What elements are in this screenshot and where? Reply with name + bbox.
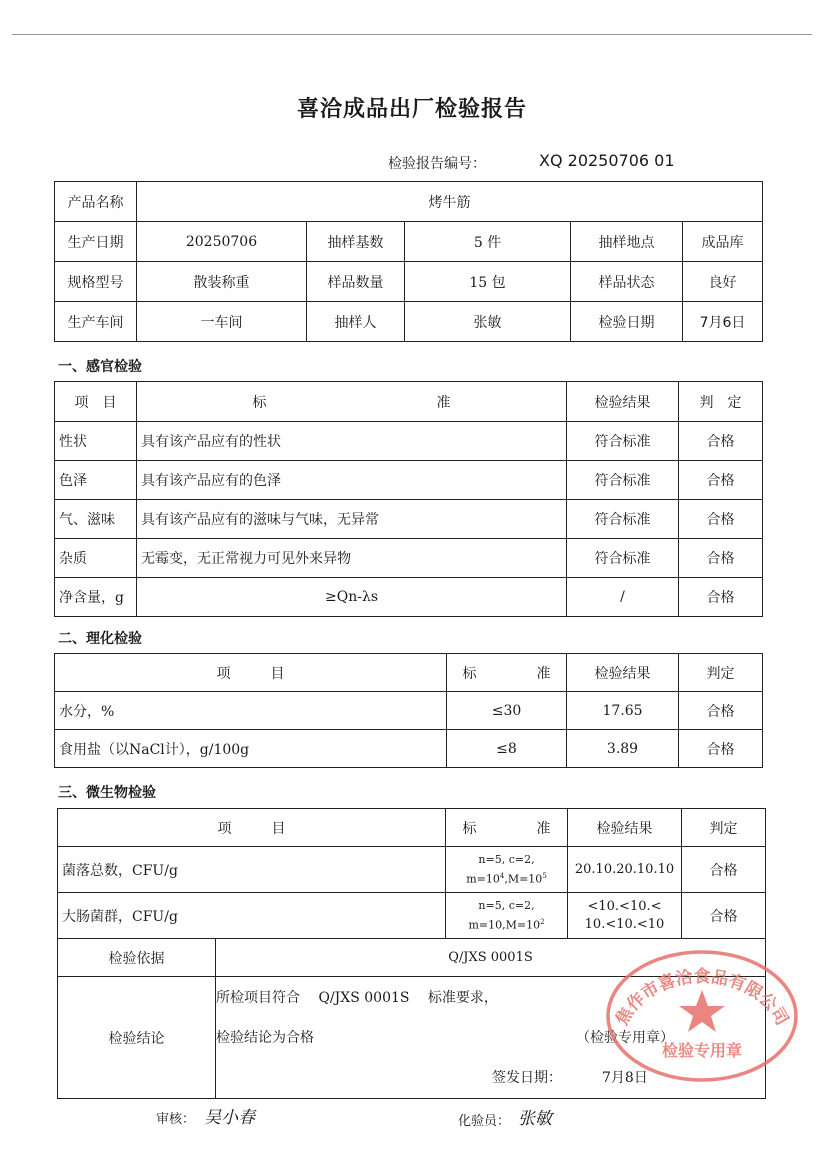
inspect-date-label: 检验日期: [571, 302, 683, 342]
sample-state-label: 样品状态: [571, 262, 683, 302]
judge-cell: 合格: [679, 422, 763, 461]
item-cell: 杂质: [55, 539, 137, 578]
table-row: [55, 692, 763, 730]
result-cell: /: [567, 578, 679, 617]
sample-qty: 15 包: [405, 262, 571, 302]
judge-cell: 合格: [679, 461, 763, 500]
report-number-value: XQ 20250706 01: [539, 151, 675, 170]
physchem-table: [54, 653, 763, 768]
sample-site: 成品库: [683, 222, 763, 262]
item-cell: 食用盐（以NaCl计），g/100g: [55, 730, 447, 768]
table-row: [58, 893, 766, 939]
standard-line-2: $m=10,M=10^2$: [468, 918, 545, 932]
table-row: [55, 539, 763, 578]
table-row: [58, 847, 766, 893]
table-row: [55, 461, 763, 500]
prod-date: 20250706: [137, 222, 307, 262]
basis-label: 检验依据: [58, 939, 216, 977]
spec-label: 规格型号: [55, 262, 137, 302]
result-cell: 3.89: [567, 730, 679, 768]
seal-note: （检验专用章）: [576, 1030, 674, 1046]
sample-qty-label: 样品数量: [307, 262, 405, 302]
standard-line-1: n=5, c=2,: [478, 853, 535, 867]
standard-cell: ≤30: [447, 692, 567, 730]
workshop: 一车间: [137, 302, 307, 342]
table-row: [55, 730, 763, 768]
result-cell: 符合标准: [567, 539, 679, 578]
sampler-label: 抽样人: [307, 302, 405, 342]
spec: 散装称重: [137, 262, 307, 302]
judge-cell: 合格: [682, 847, 766, 893]
standard-cell: 无霉变，无正常视力可见外来异物: [137, 539, 567, 578]
product-name: 烤牛筋: [137, 182, 763, 222]
table-row: [55, 422, 763, 461]
judge-cell: 合格: [679, 539, 763, 578]
micro-heading: 三、微生物检验: [58, 785, 156, 801]
standard-cell: ≤8: [447, 730, 567, 768]
workshop-label: 生产车间: [55, 302, 137, 342]
item-cell: 水分，%: [55, 692, 447, 730]
result-cell: <10.<10.< 10.<10.<10: [568, 893, 682, 939]
standard-cell: 具有该产品应有的性状: [137, 422, 567, 461]
product-name-label: 产品名称: [55, 182, 137, 222]
item-cell: 性状: [55, 422, 137, 461]
standard-line-1: n=5, c=2,: [478, 899, 535, 913]
issue-date: 7月8日: [602, 1070, 648, 1086]
sampler: 张敏: [405, 302, 571, 342]
col-standard-header: 标 准: [137, 382, 567, 422]
col-item-header: 项 目: [55, 654, 447, 692]
conclusion-line-1: 所检项目符合 Q/JXS 0001S 标准要求，: [216, 990, 498, 1006]
col-standard-header: 标 准: [446, 809, 568, 847]
issue-date-label: 签发日期：: [492, 1070, 562, 1086]
standard-cell: [446, 893, 568, 939]
col-item-header: 项 目: [58, 809, 446, 847]
table-row: [55, 500, 763, 539]
judge-cell: 合格: [679, 578, 763, 617]
judge-cell: 合格: [679, 692, 763, 730]
inspector-signature: 张敏: [518, 1109, 552, 1129]
reviewer-label: 审核：: [156, 1112, 196, 1127]
reviewer-signature: 吴小春: [204, 1108, 255, 1128]
star-icon: [679, 990, 725, 1032]
result-cell: 符合标准: [567, 461, 679, 500]
col-item-header: 项 目: [55, 382, 137, 422]
judge-cell: 合格: [682, 893, 766, 939]
standard-cell: [446, 847, 568, 893]
physchem-heading: 二、理化检验: [58, 631, 142, 647]
col-judge-header: 判定: [679, 654, 763, 692]
conclusion-label: 检验结论: [58, 977, 216, 1099]
item-cell: 气、滋味: [55, 500, 137, 539]
sensory-heading: 一、感官检验: [58, 359, 142, 375]
result-cell: 符合标准: [567, 422, 679, 461]
top-rule: [12, 34, 812, 35]
sample-state: 良好: [683, 262, 763, 302]
col-result-header: 检验结果: [567, 382, 679, 422]
standard-cell: 具有该产品应有的色泽: [137, 461, 567, 500]
standard-line-2: $m=10^4,M=10^5$: [466, 872, 547, 886]
inspector-label: 化验员：: [458, 1114, 511, 1129]
sample-base-label: 抽样基数: [307, 222, 405, 262]
standard-cell: 具有该产品应有的滋味与气味，无异常: [137, 500, 567, 539]
conclusion-line-2: 检验结论为合格: [216, 1030, 314, 1046]
result-cell: 符合标准: [567, 500, 679, 539]
col-judge-header: 判定: [682, 809, 766, 847]
product-info-table: [54, 181, 763, 342]
sample-site-label: 抽样地点: [571, 222, 683, 262]
result-cell: 20.10.20.10.10: [568, 847, 682, 893]
report-title: 喜洽成品出厂检验报告: [296, 97, 527, 122]
stamp-subtitle: 检验专用章: [661, 1041, 743, 1060]
table-row: [55, 578, 763, 617]
sample-base: 5 件: [405, 222, 571, 262]
item-cell: 色泽: [55, 461, 137, 500]
result-cell: 17.65: [567, 692, 679, 730]
report-number: [388, 151, 675, 173]
item-cell: 菌落总数，CFU/g: [58, 847, 446, 893]
basis-value: Q/JXS 0001S: [216, 939, 766, 977]
item-cell: 大肠菌群，CFU/g: [58, 893, 446, 939]
col-result-header: 检验结果: [568, 809, 682, 847]
report-number-label: 检验报告编号：: [388, 156, 486, 172]
standard-cell: ≥Qn-λs: [137, 578, 567, 617]
inspect-date: 7月6日: [683, 302, 763, 342]
sensory-table: [54, 381, 763, 617]
col-standard-header: 标 准: [447, 654, 567, 692]
item-cell: 净含量，g: [55, 578, 137, 617]
prod-date-label: 生产日期: [55, 222, 137, 262]
col-result-header: 检验结果: [567, 654, 679, 692]
judge-cell: 合格: [679, 730, 763, 768]
judge-cell: 合格: [679, 500, 763, 539]
inspection-seal-stamp: [600, 944, 800, 1084]
stamp-company: 焦作市喜洽食品有限公司: [612, 967, 792, 1029]
col-judge-header: 判 定: [679, 382, 763, 422]
